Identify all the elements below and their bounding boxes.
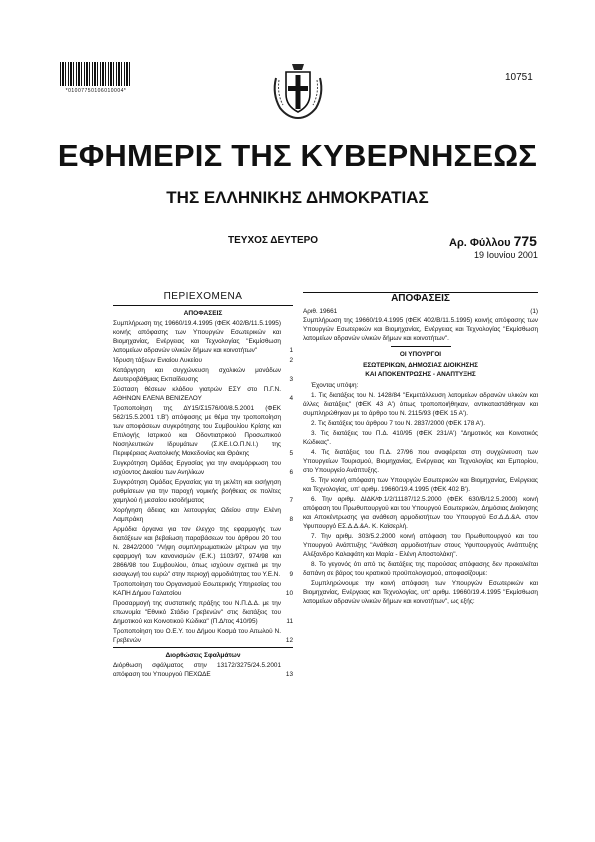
divider — [113, 647, 293, 648]
toc-entry — [113, 580, 293, 598]
preamble-paragraph: 8. Το γεγονός ότι από τις διατάξεις της παρούσας απόφασης δεν προκαλείται δαπάνη σε βάρος του κρατικού προϋπολογισμού, αποφασίζουμε: — [303, 561, 538, 577]
toc-entry — [113, 506, 293, 524]
toc-entry — [113, 385, 293, 403]
decisions-column — [303, 292, 538, 607]
preamble-paragraph: 6. Την αριθμ. ΔΙΔΚ/Φ.1/2/11187/12.5.2000 (ΦΕΚ 630/Β/12.5.2000) κοινή απόφαση του Πρωθυπουργού και του Υπουργού Εσωτερικών, Δημόσιας Διοίκησης και Αποκέντρωσης για ανάθεση αρμοδιοτήτων του Υπουργού Εσ.Δ.Δ.&Α. στον Υφυπουργό ΕΣ.Δ.Δ.&Α. Κ. Καϊσερλή. — [303, 496, 538, 530]
gazette-subtitle: ΤΗΣ ΕΛΛΗΝΙΚΗΣ ΔΗΜΟΚΡΑΤΙΑΣ — [166, 188, 429, 207]
toc-entry-page: 5 — [289, 450, 293, 457]
corrections-list — [113, 661, 293, 679]
toc-entry — [113, 459, 293, 477]
divider — [391, 346, 451, 347]
toc-list — [113, 319, 293, 645]
toc-entry-text: Τροποποίηση του Ο.Ε.Υ. του Δήμου Κοσμά του Αιτωλού Ν. Γρεβενών — [113, 628, 281, 644]
toc-entry — [113, 599, 293, 626]
ministers-heading: ΟΙ ΥΠΟΥΡΓΟΙ — [399, 351, 442, 358]
issue-label: ΤΕΥΧΟΣ ΔΕΥΤΕΡΟ — [228, 235, 319, 246]
barcode-number: *01007750106010004* — [65, 88, 127, 94]
toc-entry-page: 8 — [289, 516, 293, 523]
sheet-number — [449, 233, 537, 249]
decision-number: Αριθ. 19661 — [303, 308, 338, 315]
contents-section-heading: ΑΠΟΦΑΣΕΙΣ — [183, 310, 223, 317]
toc-entry-text: Χορήγηση άδειας και λειτουργίας Ωδείου στην Ελένη Λαμπράκη — [113, 507, 281, 523]
toc-entry — [113, 661, 293, 679]
toc-entry-page: 10 — [285, 590, 293, 597]
preamble-paragraph: 2. Τις διατάξεις του άρθρου 7 του Ν. 2837/2000 (ΦΕΚ 178 Α'). — [311, 420, 486, 427]
sheet-prefix: Αρ. Φύλλου — [449, 237, 511, 249]
toc-entry-text: Διόρθωση σφάλματος στην 13172/3275/24.5.2001 απόφαση του Υπουργού ΠΕΧΩΔΕ — [113, 662, 281, 678]
preamble-paragraph: 5. Την κοινή απόφαση των Υπουργών Εσωτερικών και Βιομηχανίας, Ενέργειας και Τεχνολογίας, υπ' αριθμ. 19660/19.4.1995 (ΦΕΚ 402 Β'). — [303, 477, 538, 493]
issue-date: 19 Ιουνίου 2001 — [474, 250, 538, 260]
gazette-title: ΕΦΗΜΕΡΙΣ ΤΗΣ ΚΥΒΕΡΝΗΣΕΩΣ — [57, 138, 538, 173]
preamble-paragraph: 4. Τις διατάξεις του Π.Δ. 27/96 που αναφέρεται στη συγχώνευση των Υπουργείων Τουρισμού, Βιομηχανίας, Ενέργειας και Τεχνολογίας και Εμπορίου, στο Υπουργείο Ανάπτυξης. — [303, 449, 538, 474]
toc-entry-page: 4 — [289, 395, 293, 402]
toc-entry-page: 7 — [289, 497, 293, 504]
toc-entry — [113, 319, 293, 355]
toc-entry-text: Τροποποίηση του Οργανισμού Εσωτερικής Υπηρεσίας του ΚΑΠΗ Δήμου Γαλατσίου — [113, 581, 281, 597]
toc-entry — [113, 366, 293, 384]
preamble-paragraphs — [303, 391, 538, 606]
toc-entry-text: Σύσταση θέσεων κλάδου γιατρών ΕΣΥ στο Π.Γ.Ν. ΑΘΗΝΩΝ ΕΛΕΝΑ ΒΕΝΙΖΕΛΟΥ — [113, 386, 281, 402]
preamble-paragraph: 1. Τις διατάξεις του Ν. 1428/84 "Εκμετάλλευση λατομείων αδρανών υλικών και άλλες διατάξεις" (ΦΕΚ 43 Α') όπως τροποποιήθηκαν, αντικαταστάθηκαν και συμπληρώθηκαν με το άρθρο του Ν. 2115/93 (ΦΕΚ 15 Α'). — [303, 392, 538, 417]
decision-summary: Συμπλήρωση της 19660/19.4.1995 (ΦΕΚ 402/Β/11.5.1995) κοινής απόφασης των Υπουργών Εσωτερικών και Βιομηχανίας, Ενέργειας και Τεχνολογίας "Εκμίσθωση λατομείων αδρανών υλικών δήμων και κοινοτήτων". — [303, 317, 538, 342]
divider — [113, 305, 293, 306]
toc-entry-text: Ίδρυση τάξεων Ενιαίου Λυκείου — [113, 357, 202, 364]
toc-entry-page: 1 — [289, 347, 293, 354]
toc-entry — [113, 478, 293, 505]
toc-entry — [113, 525, 293, 579]
barcode — [60, 62, 132, 86]
toc-entry-page: 9 — [289, 571, 293, 578]
contents-column — [113, 292, 293, 680]
toc-entry — [113, 404, 293, 458]
toc-entry-page: 6 — [289, 469, 293, 476]
toc-entry — [113, 627, 293, 645]
decisions-heading: ΑΠΟΦΑΣΕΙΣ — [303, 292, 538, 303]
corrections-heading: Διορθώσεις Σφαλμάτων — [165, 652, 241, 659]
ministry-line-1: ΕΣΩΤΕΡΙΚΩΝ, ΔΗΜΟΣΙΑΣ ΔΙΟΙΚΗΣΗΣ — [363, 362, 478, 369]
ministry-line-2: ΚΑΙ ΑΠΟΚΕΝΤΡΩΣΗΣ - ΑΝΑΠΤΥΞΗΣ — [365, 371, 476, 378]
coat-of-arms-icon — [270, 60, 326, 120]
toc-entry-page: 11 — [286, 618, 293, 625]
preamble-paragraph: 7. Την αριθμ. 303/5.2.2000 κοινή απόφαση του Πρωθυπουργού και του Υπουργού Ανάπτυξης "Ανάθεση αρμοδιοτήτων στους Υφυπουργούς Ανάπτυξης Αλέξανδρο Καλαφάτη και Μαρία - Ελένη Αποστολάκη". — [303, 533, 538, 558]
toc-entry-page: 3 — [289, 376, 293, 383]
sheet-value: 775 — [513, 233, 537, 249]
toc-entry — [113, 356, 293, 365]
toc-entry-page: 13 — [285, 671, 293, 678]
preamble-intro: Έχοντας υπόψη: — [311, 382, 359, 389]
contents-heading: ΠΕΡΙΕΧΟΜΕΝΑ — [163, 291, 243, 302]
toc-entry-page: 2 — [289, 357, 293, 364]
toc-entry-text: Τροποποίηση της ΔΥ15/Σ1576/00/8.5.2001 (ΦΕΚ 562/15.5.2001 τ.Β') απόφασης με θέμα την τροποποίηση των αποφάσεων συγκρότησης του Συμβουλίου Κρίσης και Επιλογής Ιατρικού και Οδοντιατρικού Προσωπικού Νοσηλευτικών Ιδρυμάτων (Σ.ΚΕ.Ι.Ο.Π.Ν.Ι.) της Περιφέρειας Ανατολικής Μακεδονίας και Θράκης — [113, 405, 281, 457]
page-number: 10751 — [505, 72, 533, 83]
decision-reference — [303, 307, 538, 316]
decision-index: (1) — [530, 308, 538, 315]
toc-entry-text: Συγκρότηση Ομάδας Εργασίας για την αναμόρφωση του ισχύοντος Δικαίου των Ανηλίκων — [113, 460, 281, 476]
preamble-paragraph: 3. Τις διατάξεις του Π.Δ. 410/95 (ΦΕΚ 231/Α') "Δημοτικός και Κοινοτικός Κώδικας". — [303, 430, 538, 446]
toc-entry-text: Προσαρμογή της συστατικής πράξης του Ν.Π.Δ.Δ. με την επωνυμία "Εθνικό Στάδιο Γρεβενών" στις διατάξεις του Δημοτικού και Κοινοτικού Κώδικα" (Π.Δ/τος 410/95) — [113, 600, 281, 625]
toc-entry-page: 12 — [285, 637, 293, 644]
preamble-paragraph: Συμπληρώνουμε την κοινή απόφαση των Υπουργών Εσωτερικών και Βιομηχανίας, Ενέργειας και Τεχνολογίας, υπ' αριθμ. 19660/19.4.1995 "Εκμίσθωση λατομείων αδρανών υλικών δήμων και κοινοτήτων", ως εξής: — [303, 580, 538, 605]
toc-entry-text: Συμπλήρωση της 19660/19.4.1995 (ΦΕΚ 402/Β/11.5.1995) κοινής απόφασης των Υπουργών Εσωτερικών και Βιομηχανίας, Ενέργειας και Τεχνολογίας "Εκμίσθωση λατομείων αδρανών υλικών δήμων και κοινοτήτων" — [113, 320, 281, 354]
toc-entry-text: Αρμόδια όργανα για τον έλεγχο της εφαρμογής των διατάξεων και βεβαίωση παραβάσεων του άρθρου 20 του Ν. 2842/2000 "Λήψη συμπληρωματικών μέτρων για την εφαρμογή των κανονισμών (Ε.Κ.) 1103/97, 974/98 και 2866/98 του Συμβουλίου, όπως ισχύουν σχετικά με την εισαγωγή του ευρώ" στην περιοχή αρμοδιότητας του Υ.Ε.Ν. — [113, 526, 281, 578]
toc-entry-text: Συγκρότηση Ομάδας Εργασίας για τη μελέτη και εισήγηση ρυθμίσεων για την παροχή νομικής βοήθειας σε πολίτες χαμηλού ή μεσαίου εισοδήματος — [113, 479, 281, 504]
toc-entry-text: Κατάργηση και συγχώνευση σχολικών μονάδων Δευτεροβάθμιας Εκπαίδευσης — [113, 367, 281, 383]
